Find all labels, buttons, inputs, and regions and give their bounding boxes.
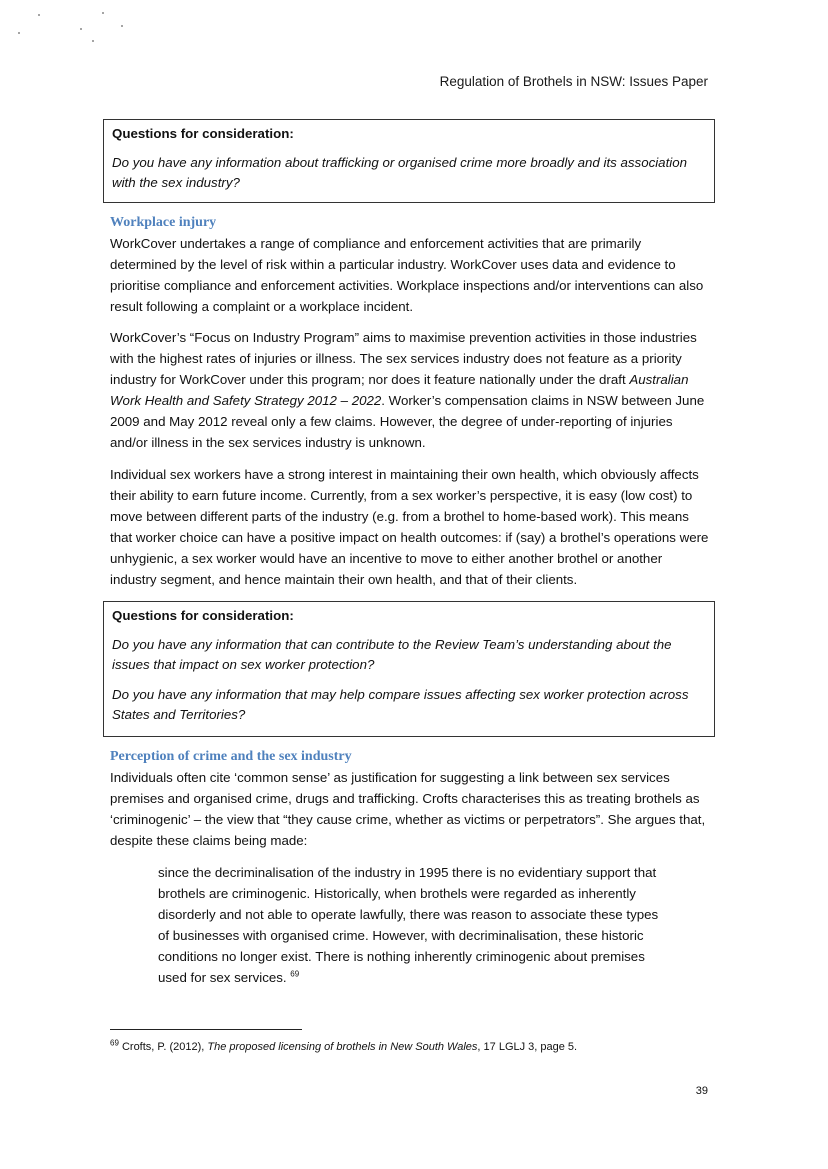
page-number: 39	[695, 1085, 708, 1097]
paragraph-text: WorkCover’s “Focus on Industry Program” aims to maximise prevention activities in those industries with the highest rates of injuries or illness. The sex services industry does not feature as a priority industry for WorkCover under this program; nor does it feature nationally under the draft	[110, 330, 697, 387]
scan-speck	[92, 40, 94, 42]
scan-speck	[102, 12, 104, 14]
paragraph: WorkCover undertakes a range of compliance and enforcement activities that are primarily determined by the level of risk within a particular industry. WorkCover uses data and evidence to prioritise compliance and enforcement activities. Workplace inspections and/or interventions can also result following a complaint or a workplace incident.	[110, 236, 704, 314]
scan-speck	[18, 32, 20, 34]
footnote-marker: 69	[110, 1038, 119, 1048]
question-item: Do you have any information that can contribute to the Review Team’s understanding about the issues that impact on sex worker protection?	[112, 637, 672, 672]
questions-box-title: Questions for consideration:	[112, 126, 294, 141]
paragraph: Individual sex workers have a strong interest in maintaining their own health, which obviously affects their ability to earn future income. Currently, from a sex worker’s perspective, it is easy (low cost) to move between different parts of the industry (e.g. from a brothel to home-based work). This means that worker choice can have a positive impact on health outcomes: if (say) a brothel’s operations were unhygienic, a sex worker would have an incentive to move to either another brothel or another industry segment, and hence maintain their own health, and that of their clients.	[110, 467, 709, 587]
scan-speck	[80, 28, 82, 30]
paragraph: Individuals often cite ‘common sense’ as justification for suggesting a link between sex services premises and organised crime, drugs and trafficking. Crofts characterises this as treating brothels as ‘criminogenic’ – the view that “they cause crime, whether as victims or perpetrators”. She argues that, despite these claims being made:	[110, 770, 706, 848]
question-item: Do you have any information about trafficking or organised crime more broadly and its association with the sex industry?	[112, 155, 688, 190]
scan-speck	[38, 14, 40, 16]
block-quote	[158, 862, 668, 988]
footnote	[110, 1038, 710, 1053]
footnote-source-title: The proposed licensing of brothels in New South Wales	[207, 1041, 478, 1053]
questions-box-title: Questions for consideration:	[112, 608, 294, 623]
quote-text: since the decriminalisation of the industry in 1995 there is no evidentiary support that brothels are criminogenic. Historically, when brothels were regarded as inherently disorderly and not able to operate lawfully, there was reason to associate these types of businesses with organised crime. However, with decriminalisation, these historic conditions no longer exist. There is nothing inherently criminogenic about premises used for sex services.	[158, 865, 659, 985]
running-header: Regulation of Brothels in NSW: Issues Paper	[439, 74, 708, 89]
footnote-text: Crofts, P. (2012),	[118, 1041, 208, 1053]
scan-speck	[121, 25, 123, 27]
questions-box-sex-worker-protection	[103, 601, 715, 737]
paragraph	[110, 327, 710, 453]
footnote-reference[interactable]: 69	[290, 969, 300, 979]
questions-box-trafficking	[103, 119, 715, 203]
strategy-title: Australian Work Health and Safety Strategy 2012 – 2022	[110, 372, 689, 408]
question-item: Do you have any information that may help compare issues affecting sex worker protection across States and Territories?	[112, 687, 689, 722]
section-heading-workplace-injury: Workplace injury	[110, 215, 217, 230]
section-heading-perception-of-crime: Perception of crime and the sex industry	[110, 749, 352, 764]
paragraph-text: . Worker’s compensation claims in NSW between June 2009 and May 2012 reveal only a few claims. However, the degree of under-reporting of injuries and/or illness in the sex services industry is unknown.	[110, 393, 705, 450]
footnote-divider	[110, 1029, 302, 1030]
footnote-text: , 17 LGLJ 3, page 5.	[477, 1041, 578, 1053]
